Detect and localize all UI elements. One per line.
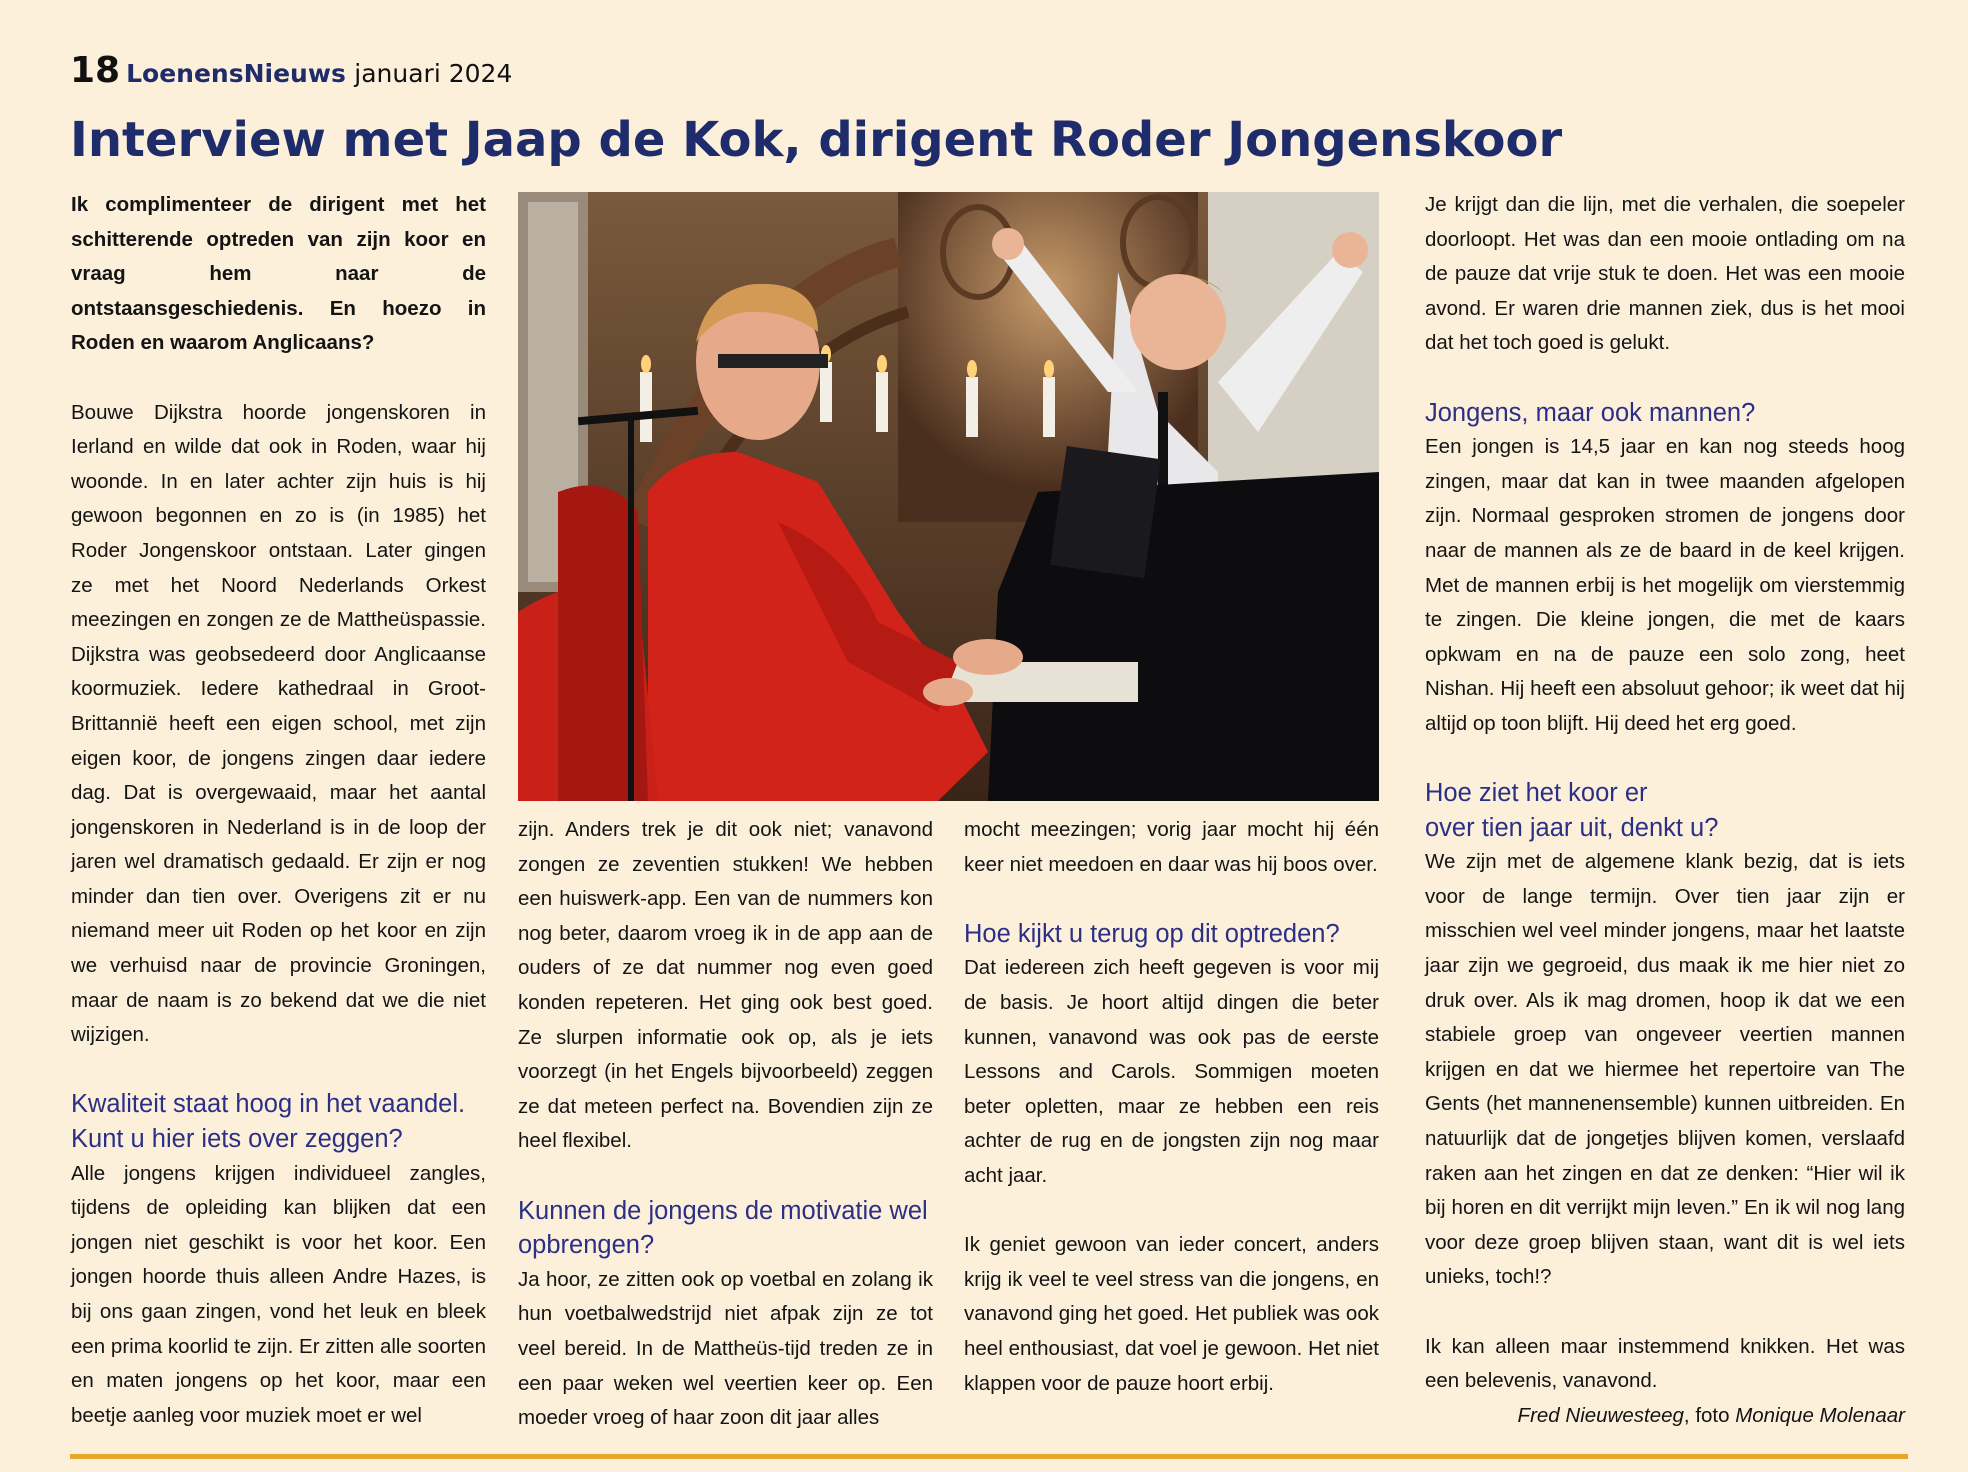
newspaper-name: LoenensNieuws <box>126 59 346 88</box>
subheading: Hoe kijkt u terug op dit optreden? <box>964 919 1340 948</box>
article-photo <box>518 192 1379 801</box>
body-paragraph: Een jongen is 14,5 jaar en kan nog steeds hoog zingen, maar dat kan in twee maanden afgelopen zijn. Normaal gesproken stromen de jongens door naar de mannen als ze de baard in de keel krijgen. Met de mannen erbij is het mogelijk om vierstemmig te zingen. Die kleine jongen, die met de kaars opkwam en na de pauze een solo zong, heet Nishan. Hij heeft een absoluut gehoor; ik weet dat hij altijd op toon blijft. Hij deed het erg goed. <box>1425 435 1905 735</box>
article-title: Interview met Jaap de Kok, dirigent Roder Jongenskoor <box>70 112 1563 168</box>
body-paragraph: mocht meezingen; vorig jaar mocht hij één keer niet meedoen en daar was hij boos over. <box>964 818 1379 876</box>
subheading <box>1425 776 1905 845</box>
body-paragraph: Bouwe Dijkstra hoorde jongenskoren in Ierland en wilde dat ook in Roden, waar hij woonde. In en later achter zijn huis is hij gewoon begonnen en zo is (in 1985) het Roder Jongenskoor ontstaan. Later gingen ze met het Noord Nederlands Orkest meezingen en zongen ze de Mattheüspassie. Dijkstra was geobsedeerd door Anglicaanse koormuziek. Iedere kathedraal in Groot-Brittannië heeft een eigen school, met zijn eigen koor, de jongens zingen daar iedere dag. Dat is overgewaaid, maar het aantal jongenskoren in Nederland is in de loop der jaren wel dramatisch gedaald. Er zijn er nog minder dan tien over. Overigens zit er nu niemand meer uit Roden op het koor en zijn we verhuisd naar de provincie Groningen, maar de naam is zo bekend dat we die niet wijzigen. <box>71 400 486 1047</box>
body-paragraph: Ik geniet gewoon van ieder concert, anders krijg ik veel te veel stress van die jongens, en vanavond ging het goed. Het publiek was ook heel enthousiast, dat voel je gewoon. Het niet klappen voor de pauze hoort erbij. <box>964 1233 1379 1395</box>
body-paragraph: Dat iedereen zich heeft gegeven is voor mij de basis. Je hoort altijd dingen die beter kunnen, vanavond was ook pas de eerste Lessons and Carols. Sommigen moeten beter opletten, maar ze hebben een reis achter de rug en de jongsten zijn nog maar acht jaar. <box>964 956 1379 1187</box>
page-header <box>70 50 512 91</box>
subheading: Jongens, maar ook mannen? <box>1425 398 1756 427</box>
column-2 <box>518 813 933 1436</box>
subheading: Kunnen de jongens de motivatie wel opbrengen? <box>518 1196 928 1260</box>
subheading: Kwaliteit staat hoog in het vaandel. Kunt u hier iets over zeggen? <box>71 1090 466 1154</box>
column-1 <box>71 188 486 1433</box>
footer-rule <box>70 1454 1908 1459</box>
issue-date: januari 2024 <box>354 59 513 88</box>
column-4 <box>1425 188 1905 1433</box>
subheading-line: Hoe ziet het koor er <box>1425 779 1648 808</box>
byline-separator: , foto <box>1683 1403 1736 1427</box>
body-paragraph: Ja hoor, ze zitten ook op voetbal en zolang ik hun voetbalwedstrijd niet afpak zijn ze tot veel bereid. In de Mattheüs-tijd treden ze in een paar weken wel veertien keer op. Een moeder vroeg of haar zoon dit jaar alles <box>518 1267 933 1430</box>
body-paragraph: Je krijgt dan die lijn, met die verhalen, die soepeler doorloopt. Het was dan een mooie ontlading om na de pauze dat vrije stuk te doen. Het was een mooie avond. Er waren drie mannen ziek, dus is het mooi dat het toch goed is gelukt. <box>1425 193 1905 355</box>
page-number: 18 <box>70 50 121 91</box>
photo-conductor-at-piano <box>518 192 1379 801</box>
subheading-line: over tien jaar uit, denkt u? <box>1425 813 1719 842</box>
body-paragraph: zijn. Anders trek je dit ook niet; vanavond zongen ze zeventien stukken! We hebben een huiswerk-app. Een van de nummers kon nog beter, daarom vroeg ik in de app aan de ouders of ze dat nummer nog even goed konden repeteren. Het ging ook best goed. Ze slurpen informatie ook op, als je iets voorzegt (in het Engels bijvoorbeeld) zeggen ze dat meteen perfect na. Bovendien zijn ze heel flexibel. <box>518 818 933 1153</box>
photographer-name: Monique Molenaar <box>1735 1403 1905 1427</box>
body-paragraph: Ik kan alleen maar instemmend knikken. Het was een belevenis, vanavond. <box>1425 1334 1905 1393</box>
author-name: Fred Nieuwesteeg <box>1517 1403 1684 1427</box>
lead-paragraph: Ik complimenteer de dirigent met het schitterende optreden van zijn koor en vraag hem naar de ontstaansgeschiedenis. En hoezo in Roden en waarom Anglicaans? <box>71 193 486 355</box>
body-paragraph: Alle jongens krijgen individueel zangles, tijdens de opleiding kan blijken dat een jongen niet geschikt is voor het koor. Een jongen hoorde thuis alleen Andre Hazes, is bij ons gaan zingen, vond het leuk en bleek een prima koorlid te zijn. Er zitten alle soorten en maten jongens op het koor, maar een beetje aanleg voor muziek moet er wel <box>71 1161 486 1427</box>
body-paragraph: We zijn met de algemene klank bezig, dat is iets voor de lange termijn. Over tien jaar zijn er misschien wel veel minder jongens, maar het laatste jaar zijn we gegroeid, dus maak ik me hier niet zo druk over. Als ik mag dromen, hoop ik dat we een stabiele groep van ongeveer veertien mannen krijgen en dat we hiermee het repertoire van The Gents (het mannenensemble) kunnen uitbreiden. En natuurlijk dat de jongetjes blijven komen, verslaafd raken aan het zingen en dat ze denken: “Hier wil ik bij horen en dit verrijkt mijn leven.” En ik wil nog lang voor deze groep blijven staan, want dit is wel iets unieks, toch!? <box>1425 850 1905 1289</box>
column-3 <box>964 813 1379 1401</box>
byline <box>1425 1399 1905 1434</box>
